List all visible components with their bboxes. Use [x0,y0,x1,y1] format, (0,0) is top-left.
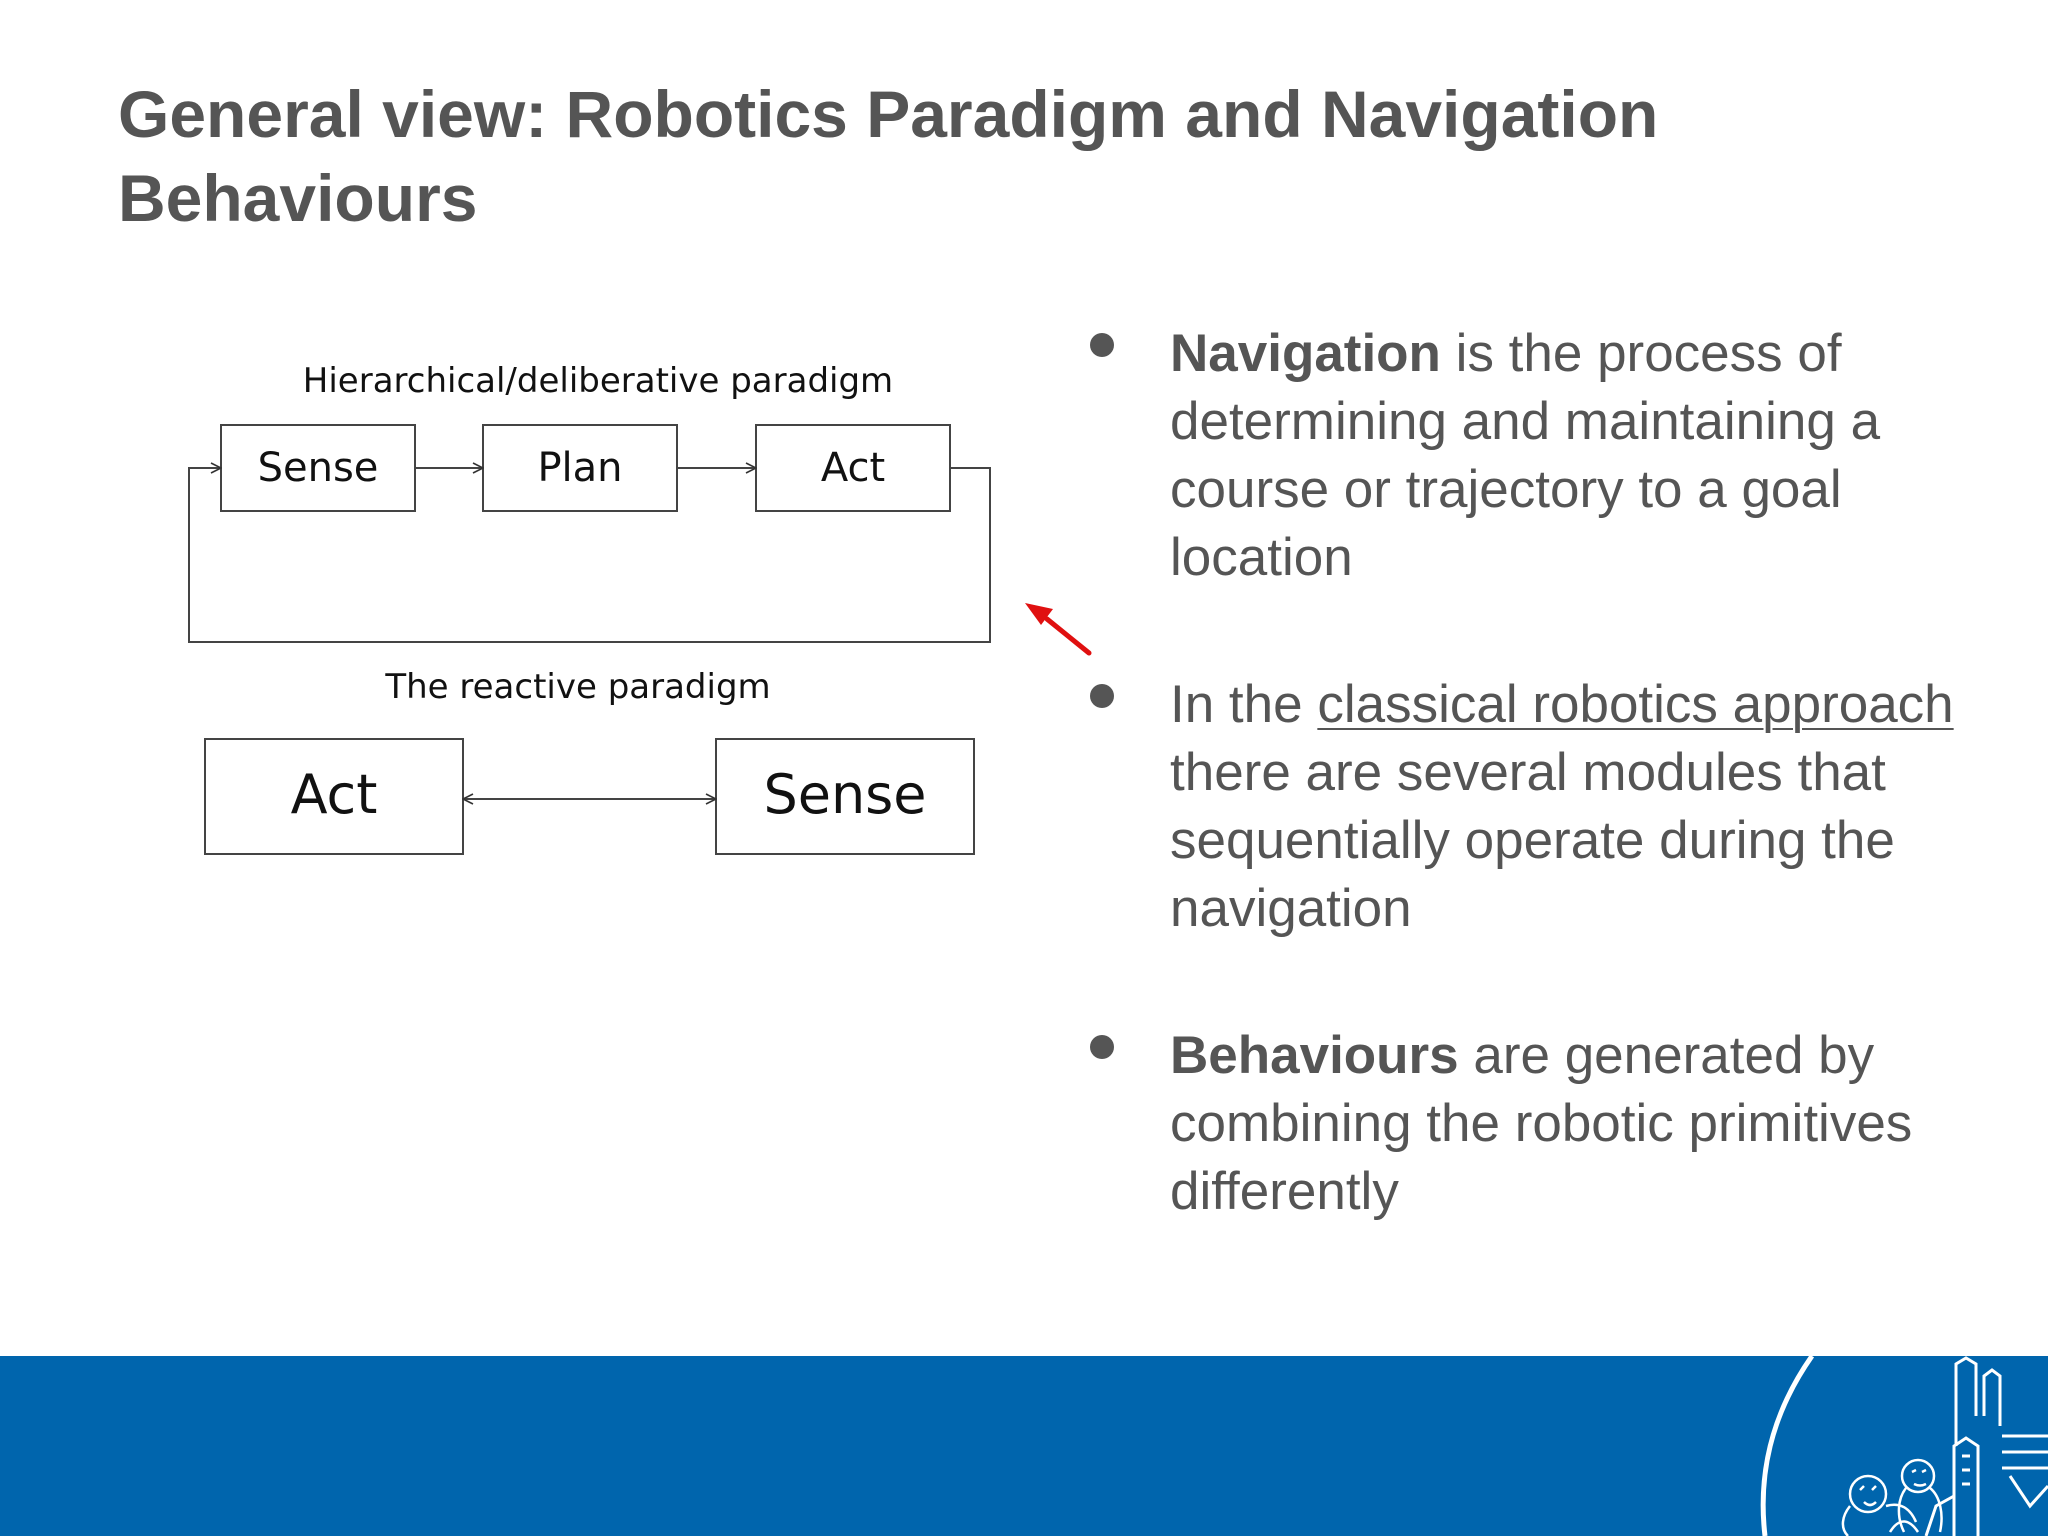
slide-title: General view: Robotics Paradigm and Navigation Behaviours [118,77,1659,235]
classical-approach-prefix: In the [1170,675,1318,734]
hierarchical-paradigm-title: Hierarchical/deliberative paradigm [302,361,894,401]
bullet-classical-approach [1090,671,1990,943]
bullet-behaviours [1090,1022,1990,1226]
hierarchical-act-label: Act [820,445,886,491]
classical-approach-term: classical robotics approach [1317,675,1954,734]
navigation-definition: is the process of determining and maintaining a course or trajectory to a goal location [1170,324,1881,587]
reactive-act-label: Act [290,763,378,826]
reactive-sense-box [716,739,974,854]
hierarchical-plan-box [483,425,677,511]
hierarchical-plan-label: Plan [537,445,623,491]
navigation-term: Navigation [1170,324,1441,383]
bullet-dot-icon [1090,333,1114,357]
university-seal-icon [1740,1356,2048,1536]
hierarchical-sense-label: Sense [257,445,379,491]
hierarchical-sense-box [221,425,415,511]
reactive-paradigm-title: The reactive paradigm [385,667,771,707]
behaviours-term: Behaviours [1170,1026,1459,1085]
bullet-dot-icon [1090,1035,1114,1059]
hierarchical-act-box [756,425,950,511]
bullet-dot-icon [1090,684,1114,708]
footer-bar [0,1356,2048,1536]
reactive-act-box [205,739,463,854]
bullet-list [1090,320,1990,1226]
reactive-sense-label: Sense [763,763,927,826]
bullet-navigation [1090,320,1990,592]
classical-approach-rest: there are several modules that sequentially operate during the navigation [1170,743,1895,938]
behaviours-definition: are generated by combining the robotic primitives differently [1170,1026,1913,1221]
paradigm-diagram [170,350,1030,880]
